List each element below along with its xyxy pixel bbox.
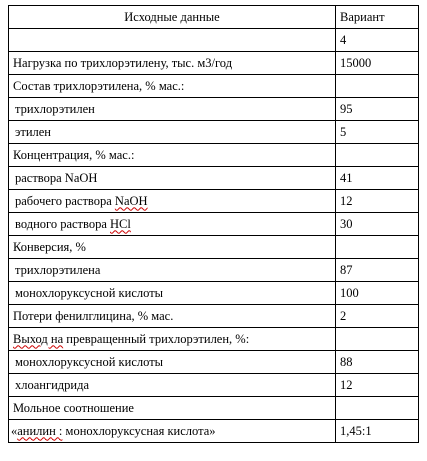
row-value: 30 <box>336 213 419 236</box>
table-row <box>9 420 419 443</box>
spellcheck-underlined-text: NaOH <box>114 193 148 208</box>
table-row <box>9 29 419 52</box>
row-label-text: рабочего раствора <box>15 193 115 208</box>
row-label <box>9 213 336 236</box>
header-source-data: Исходные данные <box>9 6 336 29</box>
table-row <box>9 167 419 190</box>
row-label: монохлоруксусной кислоты <box>9 351 336 374</box>
row-value <box>336 397 419 420</box>
table-row <box>9 52 419 75</box>
table-row <box>9 259 419 282</box>
table-row <box>9 98 419 121</box>
table-row <box>9 144 419 167</box>
spellcheck-underlined-text: HCl <box>110 216 131 231</box>
row-value <box>336 236 419 259</box>
row-label: Потери фенилглицина, % мас. <box>9 305 336 328</box>
variant-number: 4 <box>336 29 419 52</box>
row-label: трихлорэтилена <box>9 259 336 282</box>
row-label: монохлоруксусной кислоты <box>9 282 336 305</box>
row-value: 12 <box>336 190 419 213</box>
row-value: 88 <box>336 351 419 374</box>
row-label-text: « <box>11 423 18 438</box>
row-label: Конверсия, % <box>9 236 336 259</box>
row-label: раствора NaOH <box>9 167 336 190</box>
row-label-text: превращенный трихлорэтилен, %: <box>63 331 250 346</box>
row-value <box>336 328 419 351</box>
header-variant: Вариант <box>336 6 419 29</box>
table-row <box>9 351 419 374</box>
row-value: 95 <box>336 98 419 121</box>
row-value: 87 <box>336 259 419 282</box>
spellcheck-underlined-text: Выход на <box>13 331 64 346</box>
row-value: 12 <box>336 374 419 397</box>
table-row <box>9 121 419 144</box>
spellcheck-underlined-text: анилин : <box>17 423 63 438</box>
row-label: трихлорэтилен <box>9 98 336 121</box>
row-label-text: водного раствора <box>15 216 110 231</box>
row-value <box>336 75 419 98</box>
row-value: 1,45:1 <box>336 420 419 443</box>
table-row <box>9 236 419 259</box>
row-label: Состав трихлорэтилена, % мас.: <box>9 75 336 98</box>
table-row <box>9 305 419 328</box>
row-label <box>9 190 336 213</box>
source-data-table <box>8 5 419 443</box>
table-row <box>9 374 419 397</box>
document <box>8 5 419 443</box>
row-label <box>9 420 336 443</box>
table-row <box>9 397 419 420</box>
table-row <box>9 282 419 305</box>
row-label: Мольное соотношение <box>9 397 336 420</box>
row-label: хлоангидрида <box>9 374 336 397</box>
row-value: 41 <box>336 167 419 190</box>
row-value <box>336 144 419 167</box>
row-label: Нагрузка по трихлорэтилену, тыс. м3/год <box>9 52 336 75</box>
table-header-row <box>9 6 419 29</box>
row-label-text: монохлоруксусная кислота» <box>62 423 216 438</box>
row-value: 5 <box>336 121 419 144</box>
table-row <box>9 328 419 351</box>
table-row <box>9 190 419 213</box>
table-row <box>9 75 419 98</box>
row-label: Концентрация, % мас.: <box>9 144 336 167</box>
row-label <box>9 328 336 351</box>
row-label: этилен <box>9 121 336 144</box>
variant-label-cell <box>9 29 336 52</box>
row-value: 100 <box>336 282 419 305</box>
row-value: 2 <box>336 305 419 328</box>
table-row <box>9 213 419 236</box>
row-value: 15000 <box>336 52 419 75</box>
